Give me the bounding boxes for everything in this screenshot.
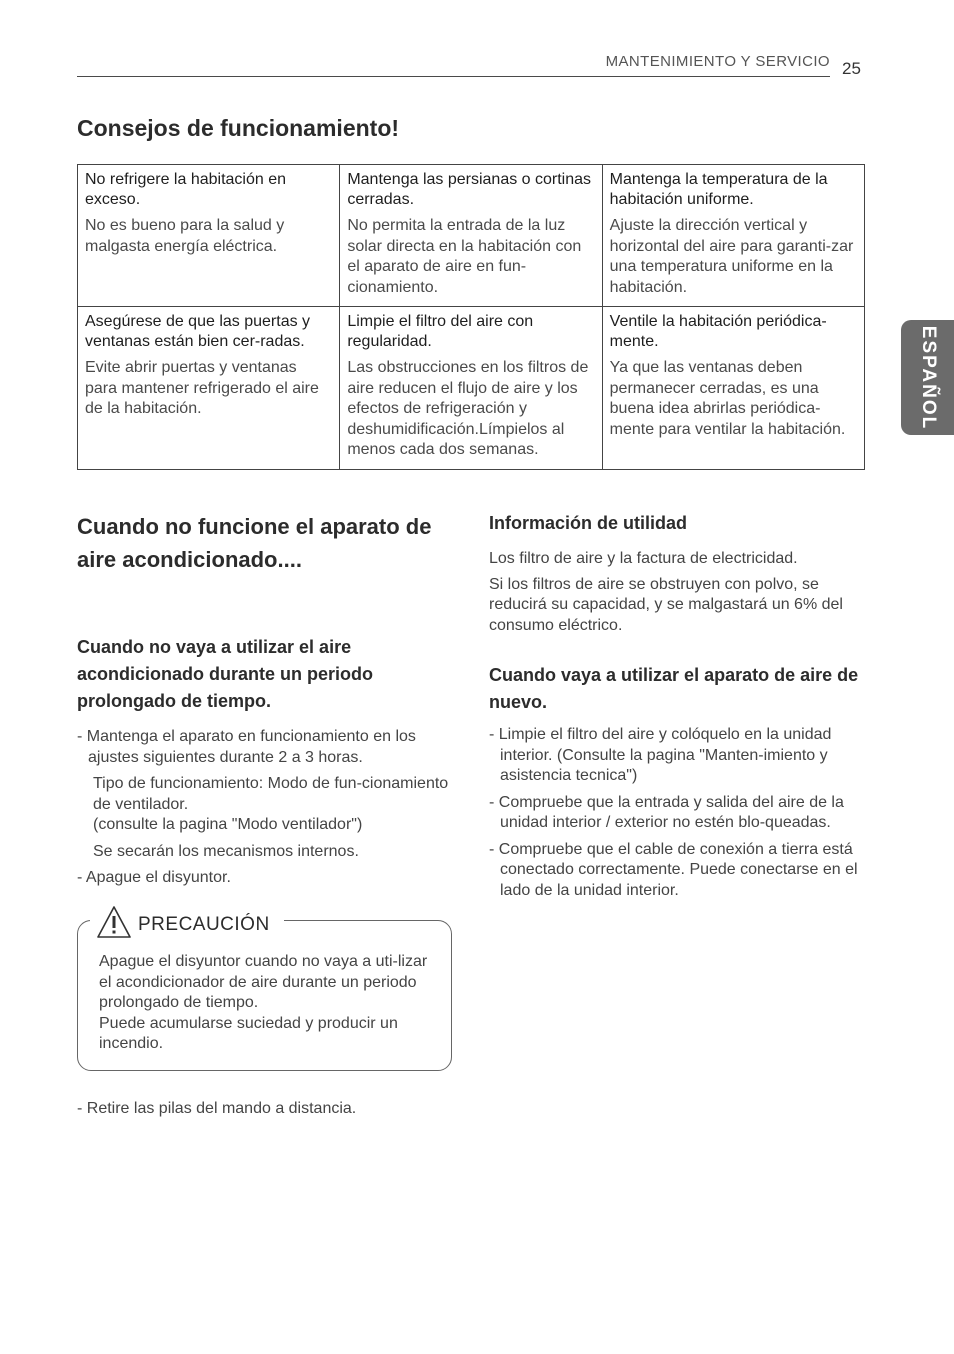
tip-cell xyxy=(340,307,602,470)
long-time-heading: Cuando no vaya a utilizar el aire acondicionado durante un periodo prolongado de tiempo. xyxy=(77,637,374,711)
caution-label: PRECAUCIÓN xyxy=(138,913,270,935)
tip-title: Mantenga las persianas o cortinas cerradas. xyxy=(347,171,592,208)
tip-cell xyxy=(78,307,340,470)
tip-body: No permita la entrada de la luz solar directa en la habitación con el aparato de aire en fun-cionamiento. xyxy=(347,217,582,296)
right-column xyxy=(489,510,869,901)
language-tab-label: ESPAÑOL xyxy=(917,325,939,430)
caution-text: Puede acumularse suciedad y producir un incendio. xyxy=(99,1014,398,1052)
tip-title: No refrigere la habitación en exceso. xyxy=(85,171,287,208)
list-item: - Compruebe que el cable de conexión a tierra está conectado correctamente. Puede conectarse en el lado de la unidad interior. xyxy=(489,840,858,899)
tip-title: Ventile la habitación periódica-mente. xyxy=(609,313,827,350)
list-item: - Mantenga el aparato en funcionamiento en los ajustes siguientes durante 2 a 3 horas. xyxy=(77,728,416,766)
tip-cell xyxy=(602,307,864,470)
tip-body: Ajuste la dirección vertical y horizontal del aire para garanti-zar una temperatura uniforme en la habitación. xyxy=(609,217,854,296)
tip-title: Mantenga la temperatura de la habitación uniforme. xyxy=(609,171,828,208)
info-text: Si los filtros de aire se obstruyen con polvo, se reducirá su capacidad, y se malgastará un 6% del consumo eléctrico. xyxy=(489,575,843,634)
detail-note: (consulte la pagina "Modo ventilador") xyxy=(93,816,363,833)
tip-body: Las obstrucciones en los filtros de aire reducen el flujo de aire y los efectos de refrigeración y deshumidificación.Límpielos al menos cada dos semanas. xyxy=(347,359,589,458)
detail-text: Se secarán los mecanismos internos. xyxy=(93,842,359,860)
list-item: - Apague el disyuntor. xyxy=(77,869,231,886)
caution-text: Apague el disyuntor cuando no vaya a uti-lizar el acondicionador de aire durante un periodo prolongado de tiempo. xyxy=(99,953,428,1011)
header-divider xyxy=(77,76,830,77)
language-tab xyxy=(901,320,954,435)
tip-title: Limpie el filtro del aire con regularidad. xyxy=(347,313,534,350)
reuse-heading: Cuando vaya a utilizar el aparato de aire de nuevo. xyxy=(489,665,859,712)
caution-body xyxy=(99,952,444,1055)
not-working-title: Cuando no funcione el aparato de aire acondicionado.... xyxy=(77,514,432,572)
tip-body: Ya que las ventanas deben permanecer cerradas, es una buena idea abrirlas periódica-mente para ventilar la habitación. xyxy=(609,359,846,438)
table-row xyxy=(78,307,865,470)
tips-title: Consejos de funcionamiento! xyxy=(77,115,400,141)
list-item: - Retire las pilas del mando a distancia. xyxy=(77,1100,357,1117)
tip-body: Evite abrir puertas y ventanas para mantener refrigerado el aire de la habitación. xyxy=(85,359,319,417)
tip-cell xyxy=(78,165,340,307)
page-number: 25 xyxy=(842,59,861,78)
info-heading: Información de utilidad xyxy=(489,513,688,533)
info-text: Los filtro de aire y la factura de electricidad. xyxy=(489,550,798,567)
detail-text: Tipo de funcionamiento: Modo de fun-cionamiento de ventilador. xyxy=(93,775,449,813)
table-row xyxy=(78,165,865,307)
list-item: - Compruebe que la entrada y salida del aire de la unidad interior / exterior no estén blo-queadas. xyxy=(489,793,844,831)
warning-triangle-icon xyxy=(96,905,132,944)
caution-header xyxy=(90,905,284,944)
left-column xyxy=(77,510,457,889)
list-item: - Limpie el filtro del aire y colóquelo en la unidad interior. (Consulte la pagina "Manten-imiento y asistencia tecnica") xyxy=(489,726,832,784)
tip-cell xyxy=(340,165,602,307)
tip-title: Asegúrese de que las puertas y ventanas están bien cer-radas. xyxy=(85,313,311,350)
section-header: MANTENIMIENTO Y SERVICIO xyxy=(605,53,830,70)
tip-cell xyxy=(602,165,864,307)
tips-table xyxy=(77,164,865,470)
tip-body: No es bueno para la salud y malgasta energía eléctrica. xyxy=(85,217,285,255)
